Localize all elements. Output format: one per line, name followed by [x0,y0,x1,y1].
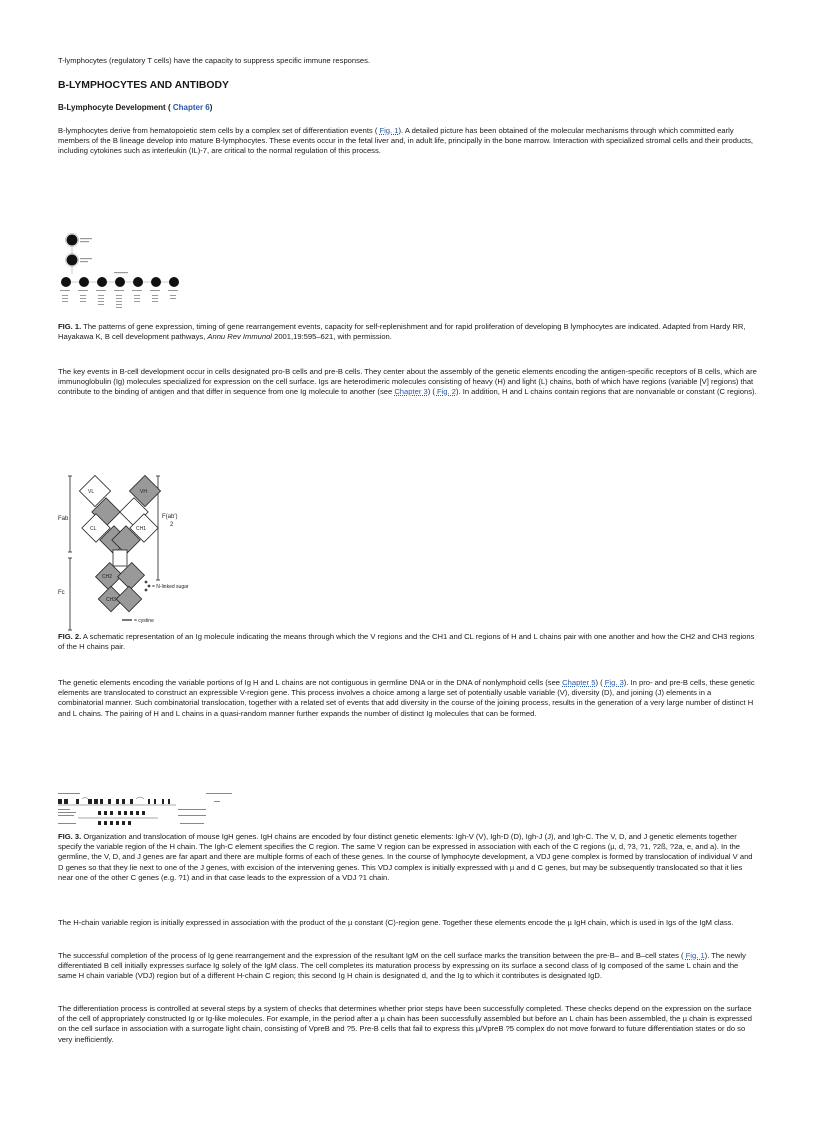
chapter-3-link[interactable]: Chapter 3 [394,387,428,397]
subsection-title-close: ) [209,103,213,112]
chapter-6-link[interactable]: Chapter 6 [172,103,210,112]
paragraph-2-text-b: ). In addition, H and L chains contain regions that are nonvariable or constant (C regions). [455,387,757,397]
figure-3-caption [58,832,758,883]
fab2-subscript: 2 [170,522,174,528]
subsection-title-text: B-Lymphocyte Development ( [58,103,173,112]
fc-label: Fc [58,590,65,596]
fab-label: Fab [58,516,69,522]
ch1-label: CH1 [136,526,147,532]
paragraph-1 [58,126,758,157]
figure-2-caption [58,632,758,652]
nlinked-sugar-label: = N-linked sugar [152,584,189,590]
paragraph-3 [58,678,758,719]
fig-1-link-2[interactable]: Fig. 1 [685,951,705,960]
fab2-label: F(ab') [162,514,178,520]
paragraph-1-text-b: ). A detailed picture has been obtained of the molecular mechanisms through which committed early members of the B lineage develop into mature B-lymphocytes. These events occur in the fetal liver and, in adult life, principally in the bone marrow. Interaction with specialized stromal cells and their products, including cytokines such as interleukin (IL)-7, are critical to the normal regulation of this process. [58,126,754,156]
figure-2-label: FIG. 2. [58,632,82,641]
figure-1-caption-text-a: The patterns of gene expression, timing of gene rearrangement events, capacity for self-replenishment and for rapid proliferation of developing B lymphocytes are indicated. Adapted from Hardy RR, Hayakawa K, B cell development pathways, [58,322,746,342]
figure-1-caption-journal: Annu Rev Immunol [207,332,272,342]
fig-1-link[interactable]: Fig. 1 [379,126,399,135]
figure-1-image [58,232,188,318]
paragraph-3-text-b: ). In pro- and pre-B cells, these genetic elements are translocated to construct an expressible V-region gene. This process involves a choice among a large set of potentially usable variable (V), diversity (D), and joining (J) elements in a combinatorial manner. Such combinatorial translocation, together with a related set of events that add diversity in the course of the joining process, results in the generation of a very large number of distinct H and L chains. The pairing of H and L chains in a quasi-random manner further expands the number of distinct Ig molecules that can be formed. [58,678,755,718]
ch3-label: CH3 [106,597,117,603]
paragraph-5 [58,951,758,982]
figure-1-label: FIG. 1. [58,322,82,331]
paragraph-2-text-a: The key events in B-cell development occur in cells designated pro-B cells and pre-B cells. They center about the assembly of the genetic elements encoding the antigen-specific receptors of B cells, which are immunoglobulin (Ig) molecules specialized for expression on the cell surface. Igs are heterodimeric molecules consisting of heavy (H) and light (L) chains, both of which have regions (variable [V] regions) that contribute to the binding of antigen and that differ in sequence from one Ig molecule to another (see [58,367,757,397]
fig-3-link[interactable]: Fig. 3 [604,678,624,687]
figure-3-caption-text: Organization and translocation of mouse IgH genes. IgH chains are encoded by four distinct genetic elements: Igh-V (V), Igh-D (D), Igh-J (J), and Igh-C. The V, D, and J genetic elements together specify the variable region of the H chain. The Igh-C element specifies the C region. The same V region can be expressed in association with each of the C regions (µ, d, ?3, ?1, ?2ß, ?2a, e, and a). In the germline, the V, D, and J genes are far apart and there are multiple forms of each of these genes. In the course of lymphocyte development, a VDJ gene complex is formed by translocation of individual V and D genes so that they lie next to one of the J genes, with excision of the intervening genes. This VDJ complex is initially expressed with µ and d C genes, but may be subsequently translocated so that it lies near one of the other C genes (e.g. ?1) and in that case leads to the expression of a VDJ ?1 chain. [58,832,753,882]
paragraph-2-text-mid: ) ( [427,387,437,397]
paragraph-3-text-mid: ) ( [595,678,605,687]
figure-2-image [58,470,198,636]
ch2-label: CH2 [102,574,113,580]
chapter-5-link[interactable]: Chapter 5 [562,678,596,687]
paragraph-1-text-a: B-lymphocytes derive from hematopoietic stem cells by a complex set of differentiation events ( [58,126,380,135]
vl-label: VL [88,489,95,495]
cystine-label: = cystine [134,618,154,624]
paragraph-4: The H-chain variable region is initially expressed in association with the product of the µ constant (C)-region gene. Together these elements encode the µ IgH chain, which is used in Igs of the IgM class. [58,918,734,927]
paragraph-5-text-a: The successful completion of the process of Ig gene rearrangement and the expression of the resultant IgM on the cell surface marks the transition between the pre-B– and B–cell states ( [58,951,686,960]
cl-label: CL [90,526,97,532]
fig-2-link[interactable]: Fig. 2 [436,387,456,397]
figure-2-caption-text: A schematic representation of an Ig molecule indicating the means through which the V regions and the CH1 and CL regions of H and L chains pair with one another and how the CH2 and CH3 regions of the H chains pair. [58,632,755,652]
subsection-title [58,103,212,112]
section-title: B-LYMPHOCYTES AND ANTIBODY [58,80,229,91]
vh-label: VH [140,489,147,495]
paragraph-2 [58,367,758,398]
figure-1-caption-text-b: 2001,19:595–621, with permission. [272,332,392,342]
paragraph-3-text-a: The genetic elements encoding the variable portions of Ig H and L chains are not contiguous in germline DNA or in the DNA of nonlymphoid cells (see [58,678,563,687]
figure-3-label: FIG. 3. [58,832,82,841]
figure-3-image [58,793,238,833]
figure-1-caption [58,322,758,342]
paragraph-5-text-b: ). The newly differentiated B cell initially expresses surface Ig solely of the IgM class. The cell completes its maturation process by expressing on its surface a second class of Ig composed of the same L chain and the same H chain variable (VDJ) region but of a different H-chain C region; this second Ig H chain is designated d, and the Ig to which it contributes is designated IgD. [58,951,746,981]
intro-line: T-lymphocytes (regulatory T cells) have the capacity to suppress specific immune responses. [58,56,371,65]
paragraph-6: The differentiation process is controlled at several steps by a system of checks that determines whether prior steps have been successfully completed. These checks depend on the expression on the surface of the cell of appropriately constructed Ig or Ig-like molecules. For example, in the period after a µ chain has been successfully assembled but before an L chain has been assembled, the µ chain is expressed on the cell surface in association with a surrogate light chain, consisting of VpreB and ?5. Pre-B cells that fail to express this µ/VpreB ?5 complex do not move forward to future differentiation states or do so very inefficiently. [58,1004,752,1044]
